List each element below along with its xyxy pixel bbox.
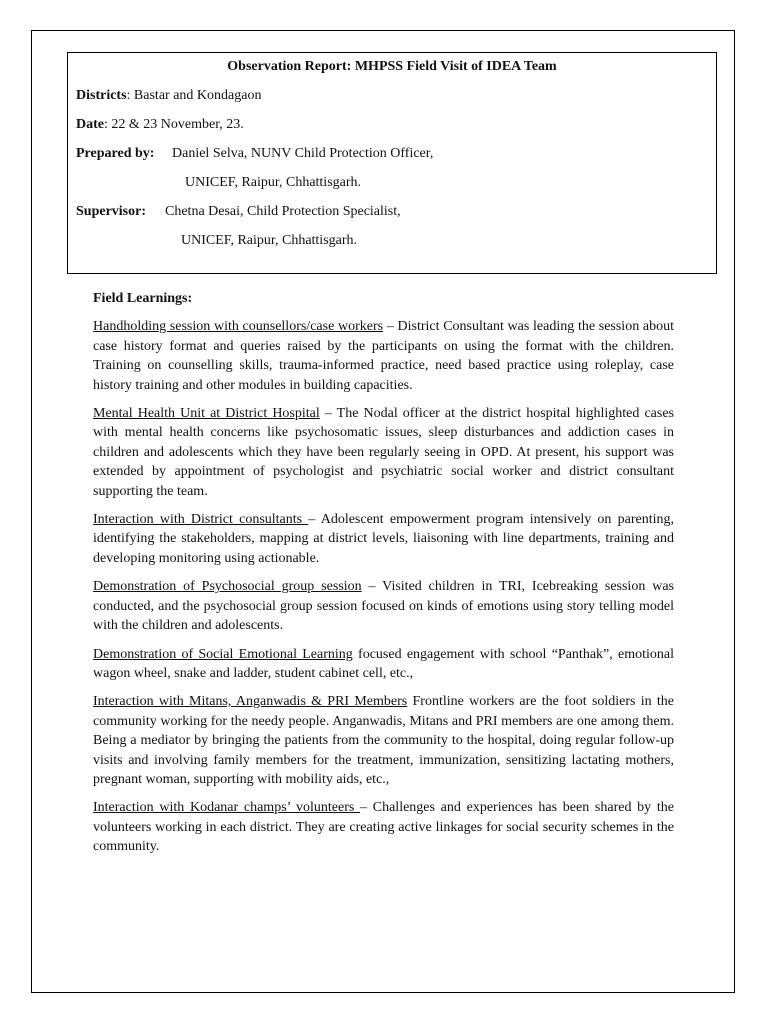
learning-paragraph-social-emotional-learning bbox=[93, 645, 674, 684]
learning-lead: Interaction with Kodanar champs’ volunteers bbox=[93, 800, 361, 816]
districts-row bbox=[76, 88, 261, 104]
learning-text: – Challenges and experiences has been shared by the volunteers working in each district. They are creating active linkages for social security schemes in the community. bbox=[93, 800, 674, 855]
learning-paragraph-kodanar-champs bbox=[93, 798, 674, 856]
learning-lead: Interaction with Mitans, Anganwadis & PRI Members bbox=[93, 694, 408, 710]
districts-label: Districts bbox=[76, 88, 127, 103]
learning-text: – Adolescent empowerment program intensively on parenting, identifying the stakeholders, mapping at district levels, liaisoning with line departments, training and developing monitoring using actionable. bbox=[93, 512, 674, 566]
date-row bbox=[76, 117, 244, 133]
field-learnings-section bbox=[93, 289, 674, 866]
date-label: Date bbox=[76, 117, 104, 132]
learning-text: – The Nodal officer at the district hospital highlighted cases with mental health concerns like psychosomatic issues, sleep disturbances and addiction cases in children and adolescents which they have been regularly seeing in OPD. At present, his support was extended by appointment of psychologist and psychiatric social worker and district consultant supporting the team. bbox=[93, 406, 674, 499]
learning-paragraph-mental-health-unit bbox=[93, 404, 674, 501]
learning-text: – District Consultant was leading the session about case history format and queries raised by the participants on using the format with the children. Training on counselling skills, trauma-informed practice, need based practice using roleplay, case history training and other modules in building capacities. bbox=[93, 319, 674, 393]
field-learnings-heading: Field Learnings: bbox=[93, 291, 193, 306]
learning-text: Frontline workers are the foot soldiers in the community working for the needy people. Anganwadis, Mitans and PRI members are one among them. Being a mediator by bringing the patients from the community to the hospital, doing regular follow-up visits and involving family members for the treatment, immunization, sensitizing lactating mothers, pregnant woman, supporting with mobility aids, etc., bbox=[93, 694, 675, 787]
prepared-by-value-line2: UNICEF, Raipur, Chhattisgarh. bbox=[185, 175, 362, 190]
learning-text: – Visited children in TRI, Icebreaking session was conducted, and the psychosocial group session focused on kinds of emotions using story telling model with the children and adolescents. bbox=[93, 579, 674, 634]
learning-lead: Interaction with District consultants bbox=[93, 512, 309, 528]
learning-paragraph-mitans-anganwadis bbox=[93, 692, 674, 789]
supervisor-row bbox=[76, 204, 146, 220]
date-value: : 22 & 23 November, 23. bbox=[104, 117, 244, 132]
learning-lead: Demonstration of Psychosocial group session bbox=[93, 579, 362, 595]
districts-value: : Bastar and Kondagaon bbox=[126, 88, 262, 103]
supervisor-value-line1: Chetna Desai, Child Protection Specialist, bbox=[165, 204, 401, 219]
supervisor-value-line2: UNICEF, Raipur, Chhattisgarh. bbox=[181, 233, 358, 248]
learning-paragraph-district-consultants bbox=[93, 510, 674, 568]
report-header-box bbox=[67, 52, 717, 274]
learning-lead: Demonstration of Social Emotional Learning bbox=[93, 646, 353, 662]
prepared-by-row bbox=[76, 146, 154, 162]
prepared-by-label: Prepared by: bbox=[76, 146, 155, 161]
prepared-by-value-line1: Daniel Selva, NUNV Child Protection Officer, bbox=[172, 146, 434, 161]
learning-paragraph-psychosocial-session bbox=[93, 577, 674, 635]
supervisor-label: Supervisor: bbox=[76, 204, 146, 219]
learning-lead: Handholding session with counsellors/case workers bbox=[93, 319, 384, 335]
learning-text: focused engagement with school “Panthak”, emotional wagon wheel, snake and ladder, student cabinet cell, etc., bbox=[93, 646, 674, 681]
learning-lead: Mental Health Unit at District Hospital bbox=[93, 406, 320, 422]
report-title: Observation Report: MHPSS Field Visit of IDEA Team bbox=[227, 59, 557, 74]
learning-paragraph-handholding bbox=[93, 317, 674, 395]
